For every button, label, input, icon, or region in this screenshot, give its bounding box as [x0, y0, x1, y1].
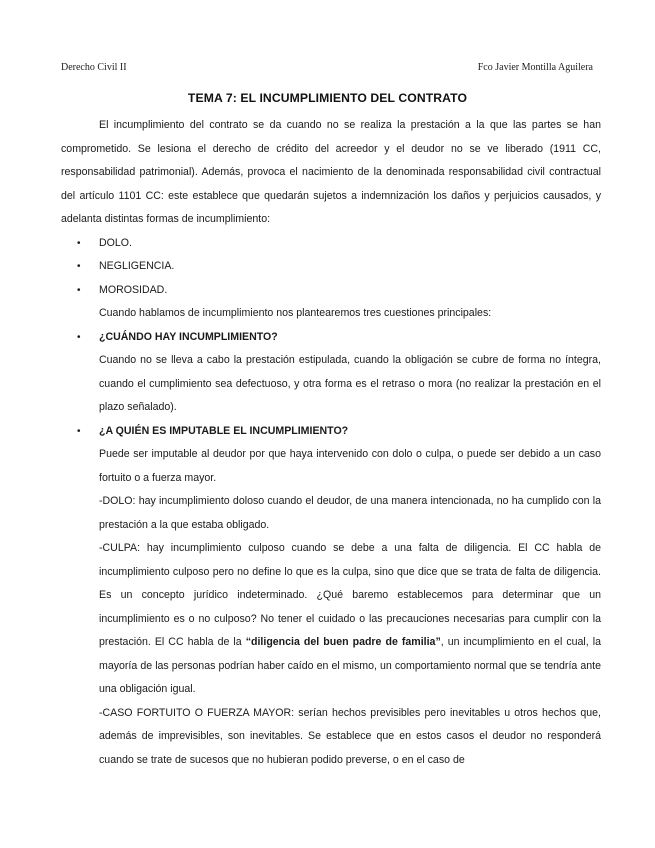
section-text-who: Puede ser imputable al deudor por que haya intervenido con dolo o culpa, o puede ser debido a un caso fortuito o a fuerza mayor.	[99, 448, 601, 484]
bullet-icon: •	[77, 237, 81, 249]
section-text-when: Cuando no se lleva a cabo la prestación estipulada, cuando la obligación se cubre de forma no íntegra, cuando el cumplimiento sea defectuoso, y otra forma es el retraso o mora (no realizar la prestación en el plazo señalado).	[99, 354, 601, 413]
list-item: • NEGLIGENCIA.	[61, 255, 601, 279]
list-item: • MOROSIDAD.	[61, 279, 601, 303]
document-title: TEMA 7: EL INCUMPLIMIENTO DEL CONTRATO	[187, 91, 468, 105]
section-heading-who: • ¿A QUIÉN ES IMPUTABLE EL INCUMPLIMIENTO?	[61, 420, 601, 444]
culpa-paragraph: -CULPA: hay incumplimiento culposo cuando se debe a una falta de diligencia. El CC habla de incumplimiento culposo pero no define lo que es la culpa, sino que dice que se trata de falta de diligencia. Es un concepto jurídico indeterminado. ¿Qué baremo establecemos para determinar que un incumplimiento es o no culposo? No tener el cuidado o las precauciones necesarias para cumplir con la prestación. El CC habla de la “diligencia del buen padre de familia”, un incumplimiento en el cual, la mayoría de las personas podrían haber caído en el mismo, un comportamiento normal que se tendría ante una obligación igual.	[99, 542, 601, 695]
section-heading-when: • ¿CUÁNDO HAY INCUMPLIMIENTO?	[61, 326, 601, 350]
bullet-icon: •	[77, 331, 81, 343]
document-body	[61, 114, 601, 772]
forms-list	[61, 232, 601, 303]
header-course: Derecho Civil II	[61, 62, 127, 73]
header-author: Fco Javier Montilla Aguilera	[477, 62, 593, 73]
intro-paragraph: El incumplimiento del contrato se da cuando no se realiza la prestación a la que las partes se han comprometido. Se lesiona el derecho de crédito del acreedor y el deudor no se ve liberado (1911 CC, responsabilidad patrimonial). Además, provoca el nacimiento de la denominada responsabilidad civil contractual del artículo 1101 CC: este establece que quedarán sujetos a indemnización los daños y perjuicios causados, y adelanta distintas formas de incumplimiento:	[61, 119, 601, 225]
fortuito-paragraph: -CASO FORTUITO O FUERZA MAYOR: serían hechos previsibles pero inevitables u otros hechos que, además de imprevisibles, son inevitables. Se establece que en estos casos el deudor no responderá cuando se trate de sucesos que no hubieran podido preverse, o en el caso de	[99, 706, 601, 766]
bullet-icon: •	[77, 284, 81, 296]
page-header	[61, 62, 593, 73]
bullet-icon: •	[77, 261, 81, 272]
questions-intro: Cuando hablamos de incumplimiento nos plantearemos tres cuestiones principales:	[99, 307, 492, 319]
dolo-paragraph: -DOLO: hay incumplimiento doloso cuando el deudor, de una manera intencionada, no ha cumplido con la prestación a la que estaba obligado.	[99, 495, 601, 531]
bullet-icon: •	[77, 425, 81, 437]
culpa-emphasis: “diligencia del buen padre de familia”	[245, 636, 441, 648]
list-item: • DOLO.	[61, 232, 601, 256]
